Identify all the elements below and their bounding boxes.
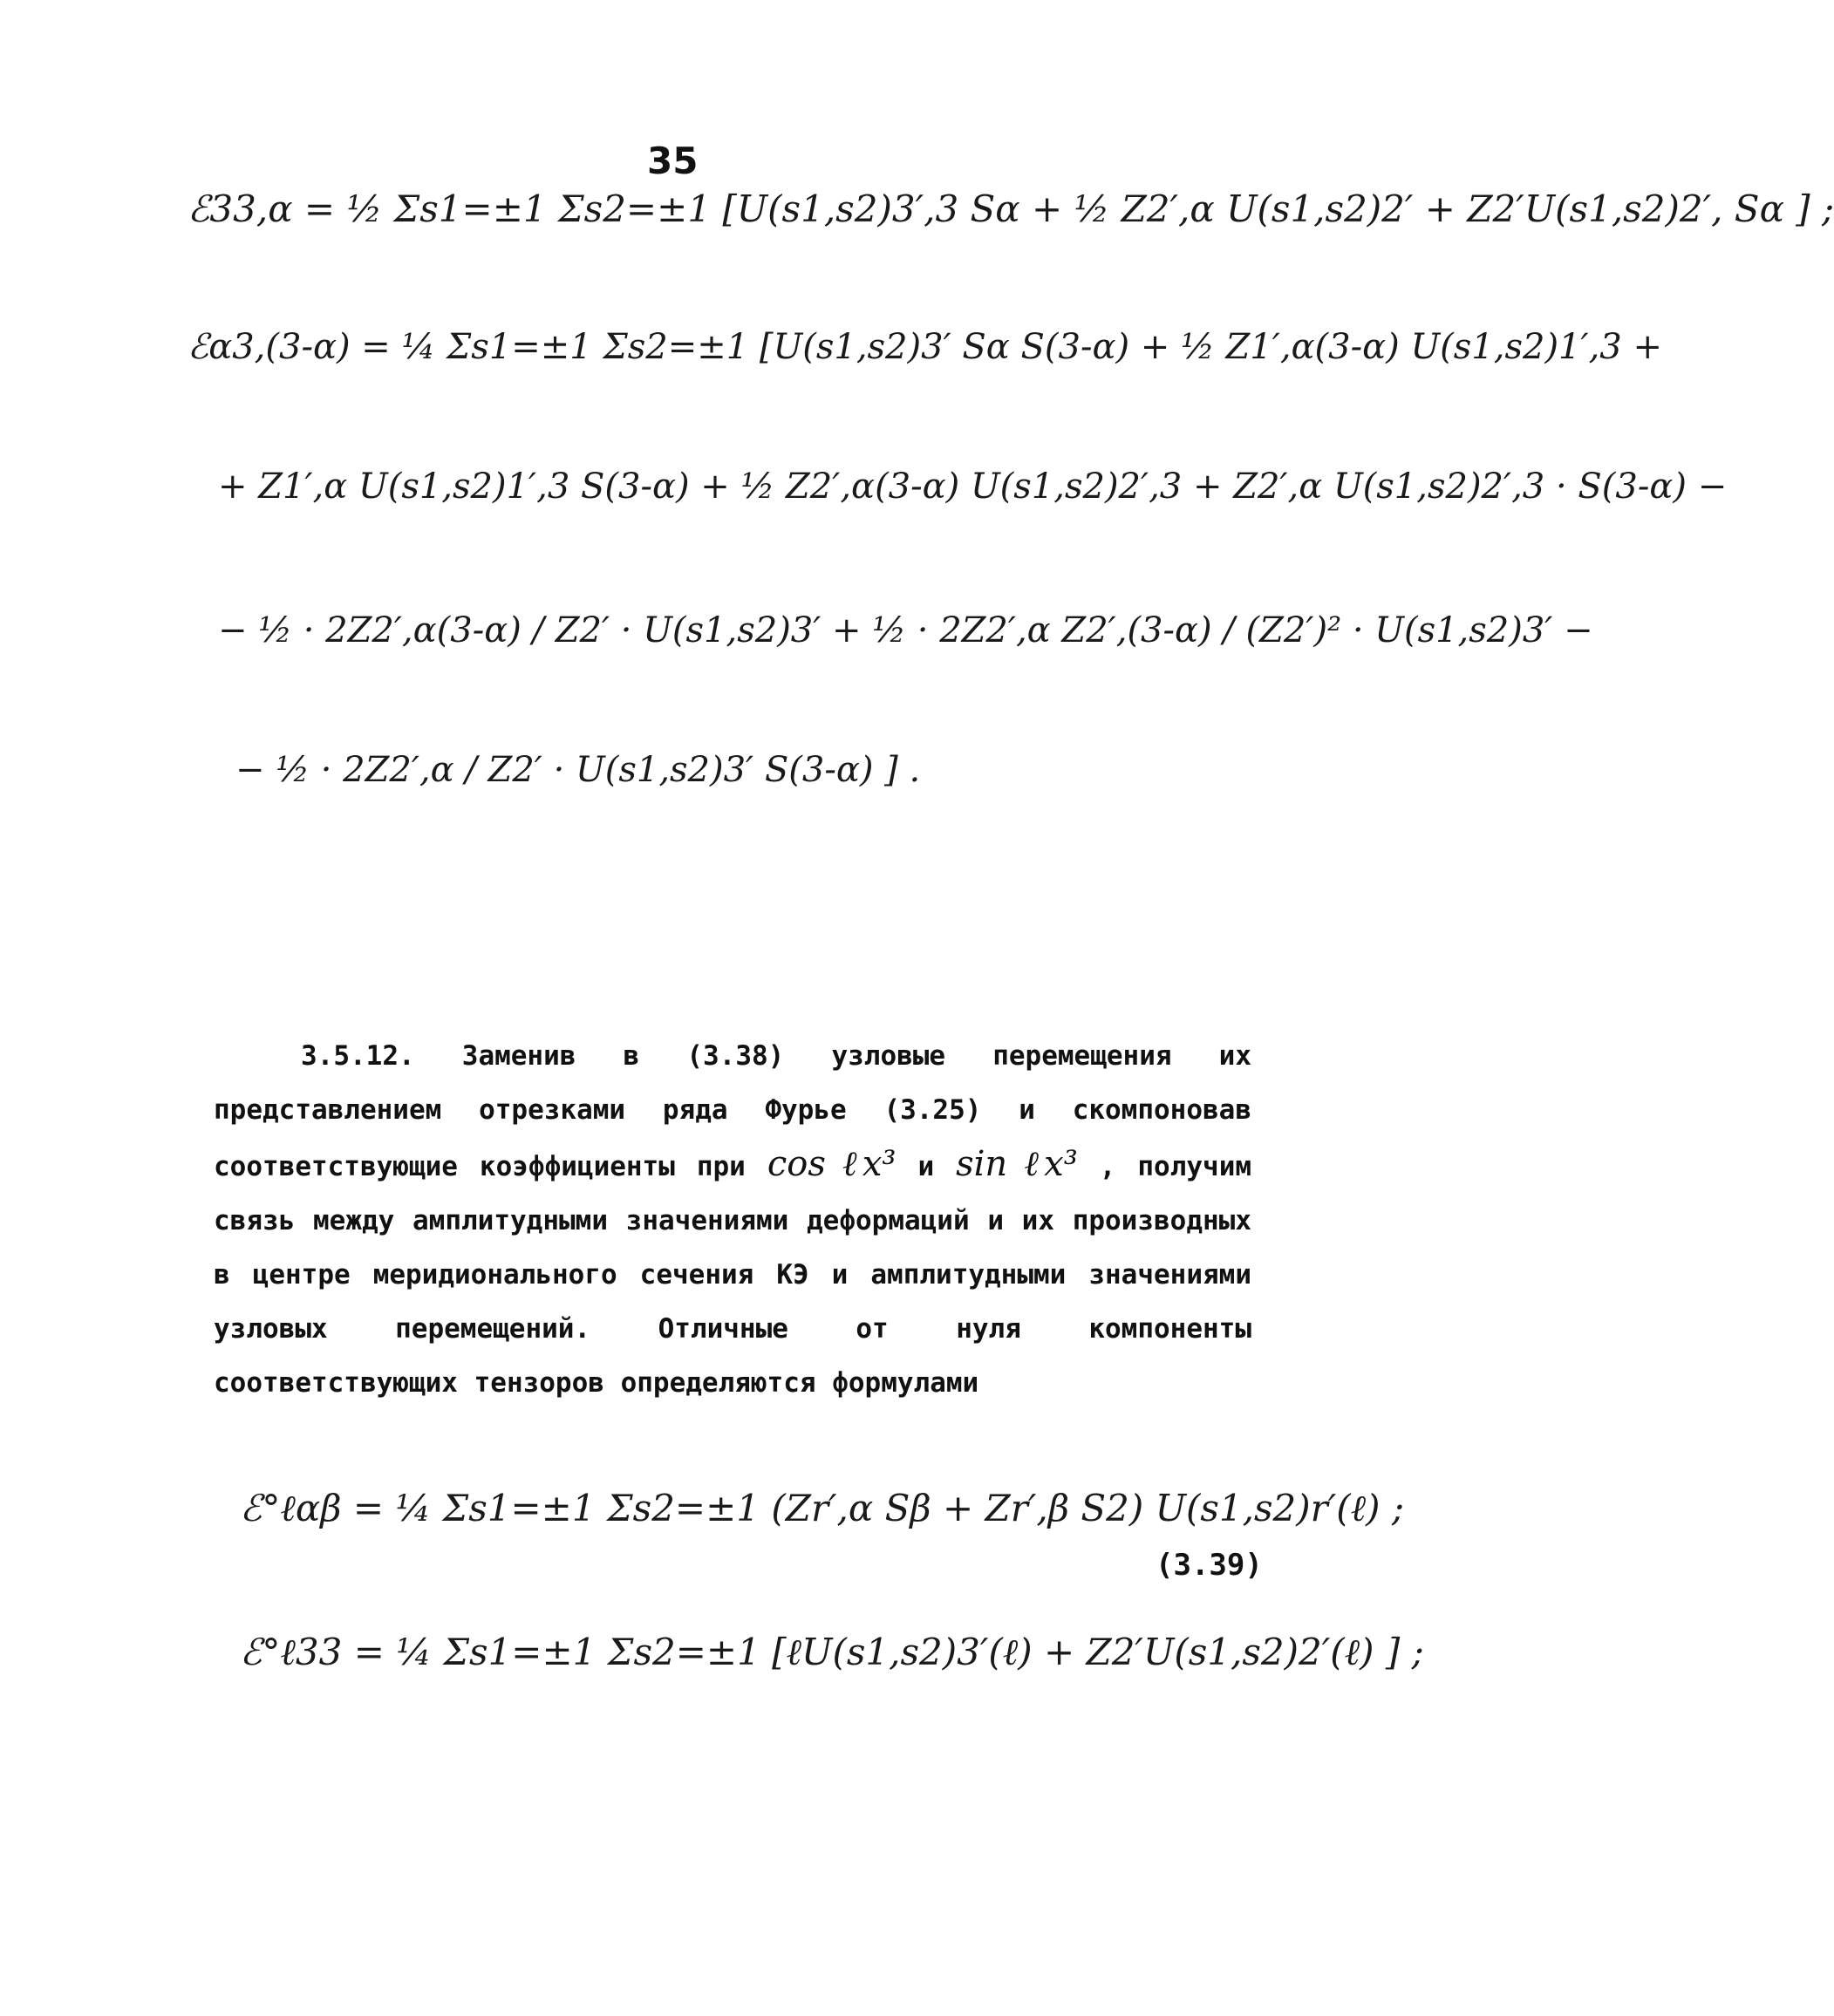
formula-cos: cos ℓx³ <box>767 1144 897 1184</box>
formula-eq2-line4 <box>235 750 920 790</box>
formula-eq2-line2-text: + Z1′,α U(s1,s2)1′,3 S(3-α) + ½ Z2′,α(3-α) U(s1,s2)2′,3 + Z2′,α U(s1,s2)2′,3 · S(3-α) − <box>218 467 1728 507</box>
formula-eq2-line4-text: − ½ · 2Z2′,α / Z2′ · U(s1,s2)3′ S(3-α) ] . <box>235 750 921 790</box>
formula-eq1-text: ℰ33,α = ½ Σs1=±1 Σs2=±1 [U(s1,s2)3′,3 Sα + ½ Z2′,α U(s1,s2)2′ + Z2′U(s1,s2)2′, Sα ] ; <box>187 187 1834 230</box>
formula-eq2-line3-text: − ½ · 2Z2′,α(3-α) / Z2′ · U(s1,s2)3′ + ½ · 2Z2′,α Z2′,(3-α) / (Z2′)² · U(s1,s2)3′ − <box>218 610 1593 650</box>
page-number: 35 <box>647 140 699 182</box>
formula-eq2-line2 <box>218 467 1727 507</box>
formula-eq2-line1-text: ℰα3,(3-α) = ¼ Σs1=±1 Σs2=±1 [U(s1,s2)3′ Sα S(3-α) + ½ Z1′,α(3-α) U(s1,s2)1′,3 + <box>187 327 1662 367</box>
formula-eq2-line1 <box>187 327 1662 367</box>
formula-eq3-line2-text: ℰ°ℓ33 = ¼ Σs1=±1 Σs2=±1 [ℓU(s1,s2)3′(ℓ) + Z2′U(s1,s2)2′(ℓ) ] ; <box>240 1631 1424 1673</box>
paragraph-conj: и <box>917 1151 935 1182</box>
equation-number: (3.39) <box>1156 1548 1263 1583</box>
paragraph-part2: , получим связь между амплитудными значениями деформаций и их производных в центре меридионального сечения КЭ и амплитудными значениями узловых перемещений. Отличные от нуля компоненты соответствующих тензоров определяются формулами <box>214 1151 1252 1399</box>
paragraph-part1: 3.5.12. Заменив в (3.38) узловые перемещения их представлением отрезками ряда Фурье (3.25) и скомпоновав соответствующие коэффициенты при <box>214 1040 1251 1182</box>
formula-eq1 <box>187 187 1834 230</box>
formula-eq3-line2 <box>240 1631 1424 1674</box>
body-paragraph <box>214 1029 1251 1410</box>
formula-eq3-line1-text: ℰ°ℓαβ = ¼ Σs1=±1 Σs2=±1 (Zr′,α Sβ + Zr′,β S2) U(s1,s2)r′(ℓ) ; <box>240 1487 1405 1529</box>
formula-sin: sin ℓx³ <box>956 1144 1078 1184</box>
formula-eq3-line1 <box>240 1487 1404 1530</box>
formula-eq2-line3 <box>218 610 1593 650</box>
